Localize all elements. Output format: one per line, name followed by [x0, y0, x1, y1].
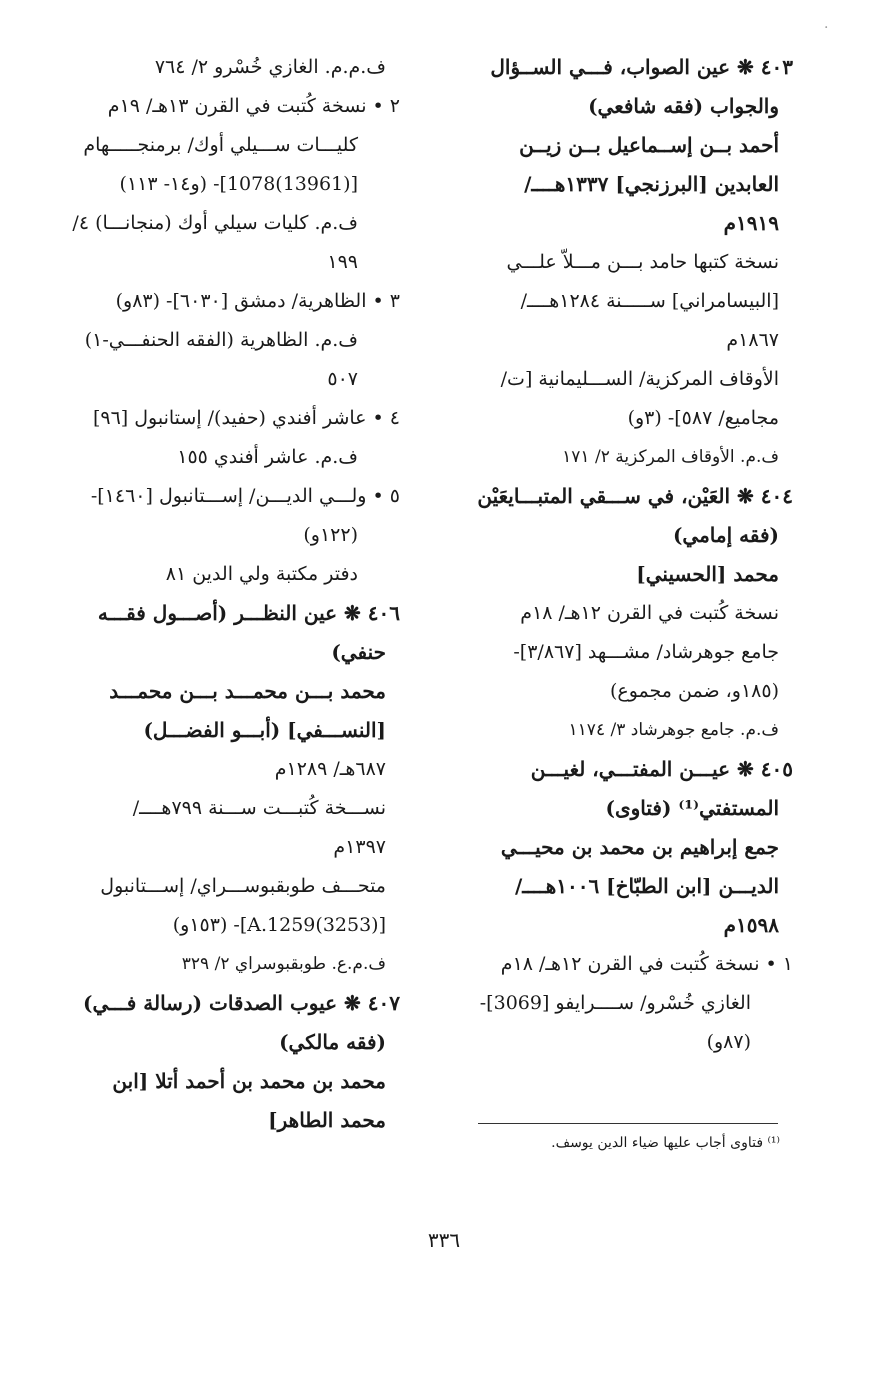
left-column-line: ٤ • عاشر أفندي (حفيد)/ إستانبول [٩٦] [92, 407, 400, 429]
left-column-line: ف.م.م. الغازي خُسْرو ٢/ ٧٦٤ [154, 56, 386, 78]
right-column [441, 48, 793, 1062]
left-column-line: (فقه مالكي) [279, 1030, 386, 1054]
left-column-line: ٤٠٧ ❋ عيوب الصدقات (رسالة فـــي) [83, 991, 400, 1015]
left-column-line: (١٢٢و) [303, 524, 358, 546]
right-column-line: (٨٧و) [706, 1031, 751, 1053]
right-column-line: الغازي خُسْرو/ ســــرايفو [3069]- [479, 992, 751, 1014]
left-column-line: ف.م.ع. طوبقبوسراي ٢/ ٣٢٩ [181, 954, 386, 974]
footnote: ⁽¹⁾ فتاوى أجاب عليها ضياء الدين يوسف. [551, 1135, 780, 1151]
right-column-line: نسخة كُتبت في القرن ١٢هـ/ ١٨م [520, 602, 779, 624]
right-column-line: ٤٠٣ ❋ عين الصواب، فـــي الســؤال [490, 55, 793, 79]
right-column-line: ٤٠٥ ❋ عيـــن المفتـــي، لغيـــن [530, 757, 793, 781]
left-column-line: محمد الطاهر] [268, 1108, 386, 1132]
footnote-rule [478, 1123, 778, 1124]
left-column-line: ١٣٩٧م [333, 836, 386, 858]
right-column-line: جمع إبراهيم بن محمد بن محيـــي [500, 835, 779, 859]
right-column-line: ١ • نسخة كُتبت في القرن ١٢هـ/ ١٨م [500, 953, 793, 975]
right-column-line: الديـــن [ابن الطبّاخ] ١٠٠٦هــــ/ [514, 874, 779, 898]
left-column-line: ١٩٩ [327, 251, 358, 273]
right-column-line: مجاميع/ ٥٨٧]- (٣و) [627, 407, 779, 429]
left-column-line: ٣ • الظاهرية/ دمشق [٦٠٣٠]- (٨٣و) [115, 290, 400, 312]
right-column-line: ف.م. الأوقاف المركزية ٢/ ١٧١ [562, 447, 779, 467]
left-column-line: نســـخة كُتبـــت ســـنة ٧٩٩هــــ/ [132, 797, 386, 819]
left-column-line: ٥٠٧ [327, 368, 358, 390]
right-column-line: ف.م. جامع جوهرشاد ٣/ ١١٧٤ [568, 720, 779, 740]
left-column-line: متحـــف طوبقبوســـراي/ إســـتانبول [100, 875, 386, 897]
left-column-line: ٦٨٧هـ/ ١٢٨٩م [274, 758, 386, 780]
page-number: ٣٣٦ [427, 1228, 461, 1252]
right-column-line: العابدين [البرزنجي] ١٣٣٧هــــ/ [524, 172, 779, 196]
left-column-line: [(3253)A.1259]- (١٥٣و) [172, 914, 386, 936]
left-column-line: ٢ • نسخة كُتبت في القرن ١٣هـ/ ١٩م [107, 95, 400, 117]
right-column-line: المستفتي⁽¹⁾ (فتاوى) [605, 796, 779, 820]
left-column-line: كليـــات ســـيلي أوك/ برمنجـــــهام [83, 134, 358, 156]
left-column-line: حنفي) [331, 640, 386, 664]
right-column-line: (١٨٥و، ضمن مجموع) [609, 680, 779, 702]
right-column-line: ٤٠٤ ❋ العَيْن، في ســـقي المتبـــايعَيْن [477, 484, 793, 508]
right-column-line: الأوقاف المركزية/ الســـليمانية [ت/ [500, 368, 779, 390]
left-column-line: محمد بـــن محمـــد بـــن محمـــد [109, 679, 386, 703]
left-column-line: ٤٠٦ ❋ عين النظـــر (أصـــول فقـــه [97, 601, 400, 625]
corner-mark: · [824, 20, 829, 36]
left-column-line: محمد بن محمد بن أحمد أتلا [ابن [112, 1069, 386, 1093]
left-column-line: [(13961)1078]- (و١٤- ١١٣) [119, 173, 358, 195]
right-column-line: محمد [الحسيني] [636, 562, 779, 586]
right-column-line: [البيسامراني] ســـــنة ١٢٨٤هــــ/ [520, 290, 779, 312]
left-column-line: ف.م. عاشر أفندي ١٥٥ [177, 446, 358, 468]
right-column-line: (فقه إمامي) [672, 523, 779, 547]
right-column-line: والجواب (فقه شافعي) [588, 94, 779, 118]
left-column [48, 48, 400, 1140]
right-column-line: نسخة كتبها حامد بـــن مـــلاّ علـــي [506, 251, 779, 273]
left-column-line: ٥ • ولـــي الديـــن/ إســـتانبول [١٤٦٠]- [90, 485, 400, 507]
left-column-line: دفتر مكتبة ولي الدين ٨١ [165, 563, 358, 585]
left-column-line: ف.م. كليات سيلي أوك (منجانـــا) ٤/ [72, 212, 358, 234]
left-column-line: [النســـفي] (أبـــو الفضـــل) [143, 718, 386, 742]
right-column-line: ١٨٦٧م [726, 329, 779, 351]
right-column-line: أحمد بــن إســماعيل بــن زيــن [519, 133, 779, 157]
right-column-line: جامع جوهرشاد/ مشـــهد [٣/٨٦٧]- [513, 641, 779, 663]
right-column-line: ١٩١٩م [723, 211, 779, 235]
right-column-line: ١٥٩٨م [723, 913, 779, 937]
left-column-line: ف.م. الظاهرية (الفقه الحنفـــي-١) [84, 329, 358, 351]
